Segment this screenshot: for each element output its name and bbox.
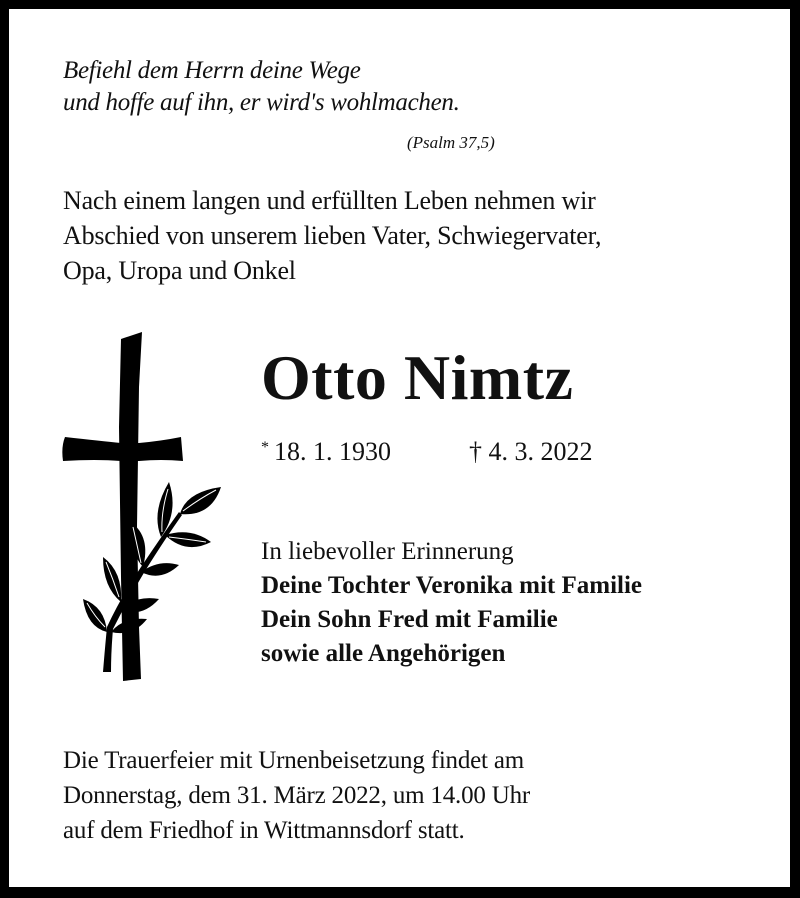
intro-line: Nach einem langen und erfüllten Leben nehmen wir [63,186,596,215]
service-line: auf dem Friedhof in Wittmannsdorf statt. [63,817,465,844]
intro-line: Abschied von unserem lieben Vater, Schwiegervater, [63,221,602,250]
verse-reference: (Psalm 37,5) [407,133,495,152]
mourner-line: Dein Sohn Fred mit Familie [261,606,558,633]
birth-date-value: 18. 1. 1930 [274,437,391,466]
dagger-icon: † [469,437,482,466]
service-line: Die Trauerfeier mit Urnenbeisetzung findet am [63,747,524,774]
obituary-notice [9,9,790,887]
death-date [469,437,593,467]
mourner-line: sowie alle Angehörigen [261,640,506,667]
deceased-name: Otto Nimtz [261,342,574,413]
funeral-service-info [63,743,530,848]
verse-line: Befiehl dem Herrn deine Wege [63,57,361,84]
bible-verse [63,55,460,119]
mourners-block [261,535,642,671]
mourner-line: Deine Tochter Veronika mit Familie [261,572,643,599]
death-date-value: 4. 3. 2022 [488,437,593,466]
memory-intro: In liebevoller Erinnerung [261,538,514,565]
cross-with-branch-icon [61,327,221,687]
birth-date [261,437,391,467]
verse-line: und hoffe auf ihn, er wird's wohlmachen. [63,89,460,116]
intro-line: Opa, Uropa und Onkel [63,256,296,285]
service-line: Donnerstag, dem 31. März 2022, um 14.00 Uhr [63,782,531,809]
intro-text [63,183,601,288]
birth-star-icon: * [261,439,269,456]
